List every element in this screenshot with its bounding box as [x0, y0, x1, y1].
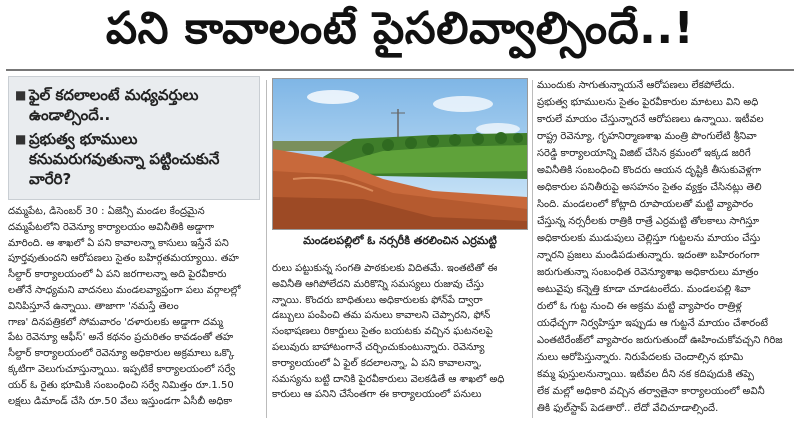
article-line: సమస్యను బట్టి దానికి పైరవీకారులు వెలకడితే ఆ శాఖలో అధి	[272, 373, 505, 385]
article-line: రులు పట్టుకున్న సంగతి పాఠకులకు విదితమే. ఇంతటితో ఈ	[272, 263, 498, 274]
article-line: పేట రెవెన్యూ ఆఫీస్' అనే కథనం ప్రచురితం కావడంతో తహ	[8, 332, 234, 344]
subhead-1	[15, 85, 254, 125]
article-line: ప్రభుత్వ భూములను సైతం పైరవీకారుల మాటలు విని అధి	[537, 97, 759, 108]
column-divider	[266, 80, 267, 418]
article-line: యర్ ఓ రైతు భూమికి సంబంధించి సర్వే నిమిత్తం రూ.1.50	[8, 379, 234, 391]
article-column-3	[537, 77, 793, 419]
news-photo	[272, 78, 528, 230]
subhead-2	[15, 129, 254, 189]
article-line: యధేచ్ఛగా నిర్వహిస్తూ ఇప్పుడు ఆ గుట్టనే మాయం చేశారంటే	[537, 318, 768, 329]
article-line: సంభాషణలు రికార్డులు సైతం బయటకు వచ్చిన ఘటనలపై	[272, 326, 493, 338]
article-line: చేస్తున్న నర్సరీలకు రాత్రికి రాత్రే ఎర్రమట్టి తోలకాలు సాగిస్తూ	[537, 216, 760, 227]
article-line: నులు ఆరోపిస్తున్నారు. నిరుపేదలకు చెందాల్సిన భూమి	[537, 352, 744, 363]
article-line: ఎంతటిరేంజ్‌లో వ్యాపారం జరుగుతుందో ఊహించుకోవచ్చని గిరిజ	[537, 335, 783, 346]
article-line: న్నాయి. కొందరు బాధితులు అధికారులకు ఫోన్‌పే ద్వారా	[272, 294, 483, 306]
article-column-1	[8, 204, 263, 419]
article-line: సీల్దార్ కార్యాలయంలో రెవెన్యూ అధికారుల అక్రమాలు ఒక్కొ	[8, 348, 235, 360]
article-line: మారింది. ఆ శాఖలో ఏ పని కావాలన్నా కాసులు ఇస్తేనే పని	[8, 237, 229, 249]
article-line: రాష్ట్ర రెవెన్యూ, గృహనిర్మాణశాఖ మంత్రి పొంగులేటి శ్రీనివా	[537, 131, 757, 142]
article-line: దమ్మపేటలోని రెవెన్యూ కార్యాలయం అవినీతికి అడ్డాగా	[8, 221, 215, 233]
photo-caption: మండలపల్లిలో ఓ నర్సరీకి తరలించిన ఎర్రమట్టి	[303, 234, 497, 247]
article-line: లతోనే సాధ్యమని వాదనలు మండలవ్యాప్తంగా పలు వర్గాలల్లో	[8, 284, 241, 296]
article-line: కారులే మాయం చేస్తున్నారనే ఆరోపణలు ఉన్నాయి. ఇటీవల	[537, 114, 764, 125]
article-line: జరుగుతున్నా సంబంధిత రెవెన్యూశాఖ అధికారులు మాత్రం	[537, 267, 759, 278]
bullet-icon: ■	[15, 132, 27, 146]
article-line: సీల్దార్ కార్యాలయంలో ఏ పని జరగాలన్నా అది పైరవీకారు	[8, 269, 227, 281]
article-line: దమ్మపేట, డిసెంబర్ 30 : ఏజెన్సీ మండల కేంద్రమైన	[8, 206, 205, 217]
article-line: రులో ఓ గుట్ట నుంచి ఈ అక్రమ మట్టి వ్యాపారం రాత్రిళ్ల	[537, 301, 742, 312]
article-line: కార్యాలయంలో ఏ ఫైల్ కదలాలన్నా, ఏ పని కావాలన్నా,	[272, 357, 482, 369]
article-line: అవినీతికి సంబంధించి కొందరు ఆయన దృష్టికి తీసుకువెళ్లగా	[537, 165, 762, 176]
article-line: ముందుకు సాగుతున్నాయనే ఆరోపణలు లేకపోలేదు.	[537, 80, 735, 91]
article-line: వినిపిస్తూనే ఉన్నాయి. తాజాగా 'నమస్తే తెలం	[8, 300, 179, 312]
column-divider	[532, 80, 533, 418]
article-line: డబ్బులు పంపించి తమ పనులు కావాలని చెప్పారని, ఫోన్	[272, 310, 491, 322]
article-line: అధికారులకు ముడుపులు చెల్లిస్తూ గుట్టలను మాయం చేస్తు	[537, 233, 761, 244]
article-line: గాణ' దినపత్రికలో సోమవారం 'దళారులకు అడ్డాగా దమ్మ	[8, 316, 223, 328]
subhead-text: ఫైల్ కదలాలంటే మధ్యవర్తులు ఉండాల్సిందే..	[29, 86, 199, 124]
article-line: అటువైపు కన్నెత్తి కూడా చూడటంలేదు. మండలపల్లి శివా	[537, 284, 751, 295]
headline-rule	[6, 69, 794, 71]
subhead-text: ప్రభుత్వ భూములు కనుమరుగవుతున్నా పట్టించుకునే వారేరి?	[29, 130, 220, 188]
article-line: న్నారని ప్రజలు మండిపడుతున్నారు. ఇదంతా బహిరంగంగా	[537, 250, 760, 261]
subheads-box	[8, 76, 260, 200]
article-line: కమ్మ ఫుస్తులనున్నాయి. ఇటీవల దీని నక కదిపుదుకి తప్పె	[537, 369, 754, 380]
article-line: కారులు ఆ పనిని చేసేంతగా ఈ కార్యాలయంలో పనులు	[272, 389, 482, 401]
article-column-2	[272, 261, 528, 419]
article-line: పలువురు బాహాటంగానే చర్చించుకుంటున్నారు. రెవెన్యూ	[272, 341, 485, 353]
article-line: సింది. మండలంలో కోట్లాది రూపాయలతో మట్టి వ్యాపారం	[537, 199, 754, 210]
article-line: పూర్తవుతుందని ఆరోపణలు సైతం బహిర్గతమయ్యాయి. తహ	[8, 253, 239, 265]
article-line: లేక మల్లో అధికారి వచ్చిన తర్వాతైనా కార్యాలయంలో అవినీ	[537, 386, 765, 397]
article-line: లక్షలు డిమాండ్ చేసి రూ.50 వేలు ఇస్తుండగా ఏసీబీ అధికా	[8, 395, 233, 407]
article-line: అధికారుల పనితీరుపై అసహనం సైతం వ్యక్తం చేసినట్లు తెలి	[537, 182, 762, 193]
nursery-soil-photo	[273, 79, 527, 229]
article-line: క్కటిగా వెలుగుచూస్తున్నాయి. ఇప్పటికే కార్యాలయంలో సర్వే	[8, 363, 236, 375]
article-line: తికి ఫుల్‌స్టాప్ పెడతారో.. లేదో వేచిచూడాల్సిందే.	[537, 403, 719, 414]
article-line: అవినీతి ఆగిపోలేదని మరికొన్ని సమస్యలు రుజువు చేస్తు	[272, 278, 484, 290]
headline: పని కావాలంటే పైసలివ్వాల్సిందే..!	[105, 3, 695, 54]
article-line: సరెడ్డి కార్యాలయాన్ని విజిట్ చేసిన క్రమంలో ఇక్కడ జరిగే	[537, 148, 751, 159]
bullet-icon: ■	[15, 88, 27, 102]
